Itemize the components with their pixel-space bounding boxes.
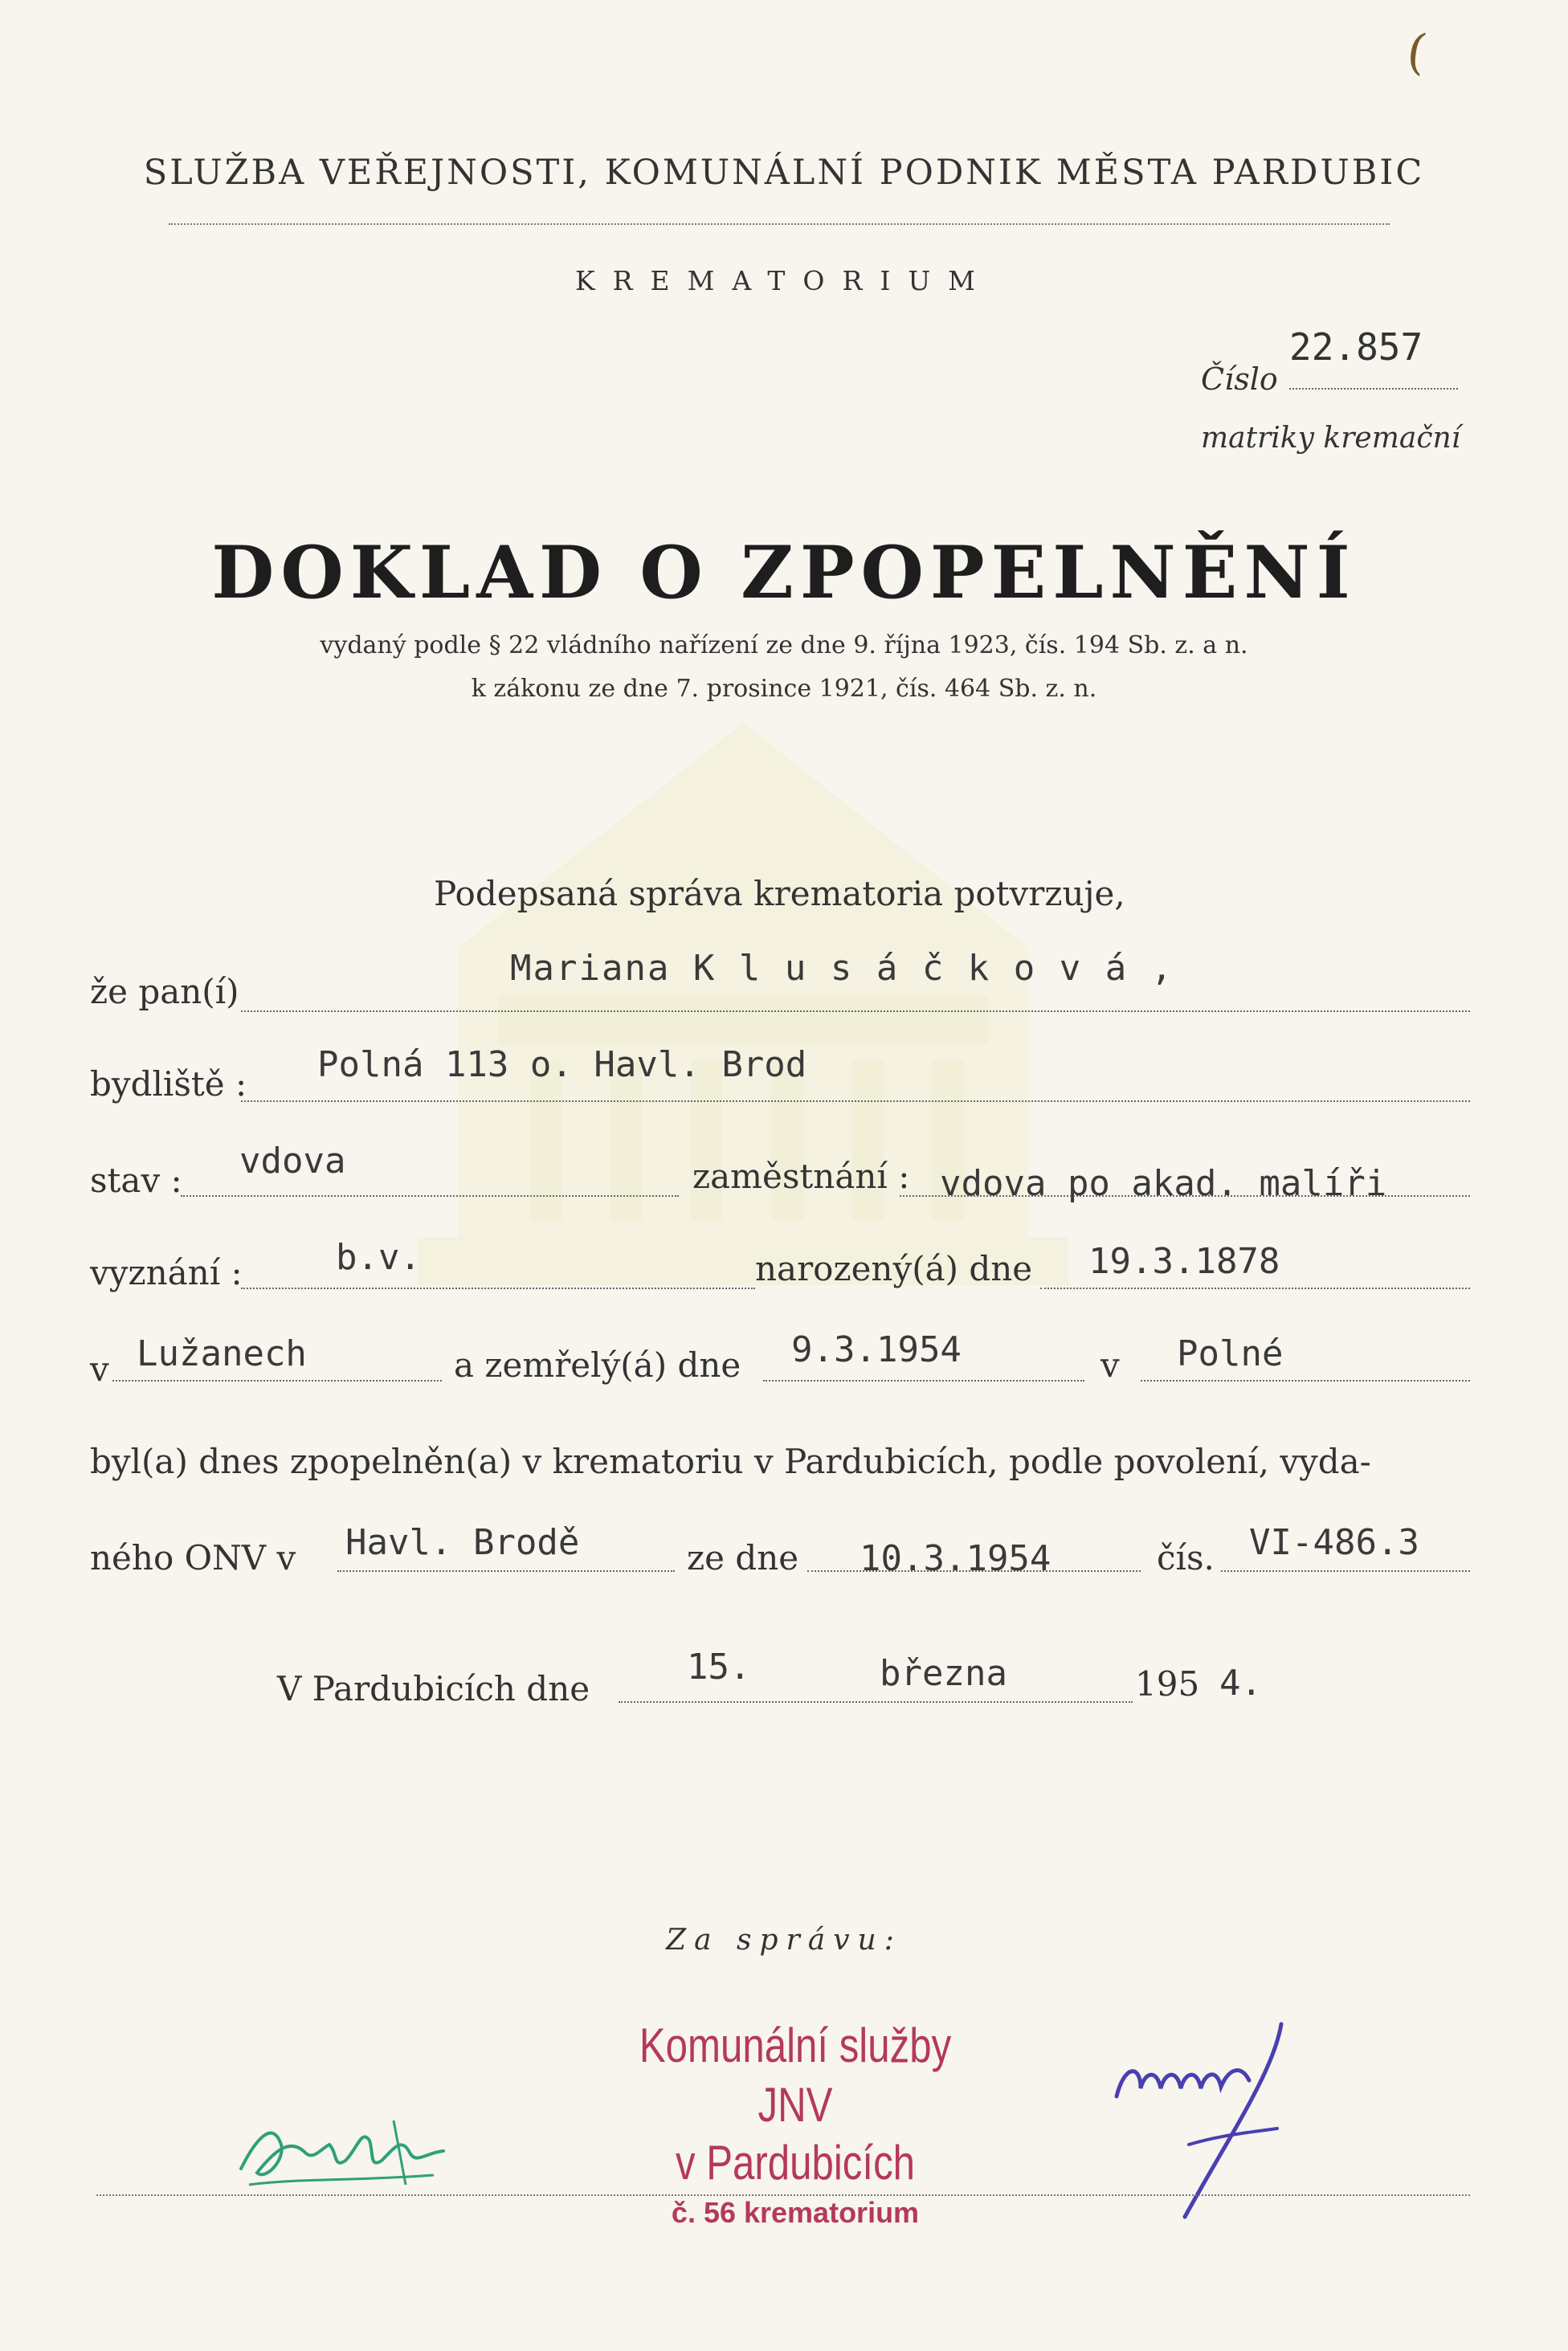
born-place-value: Lužanech [137,1333,307,1374]
died-place-value: Polné [1177,1333,1284,1374]
intro-text: Podepsaná správa krematoria potvrzuje, [434,874,1125,913]
department-name: KREMATORIUM [575,265,993,296]
born-dotted-line [1040,1288,1470,1289]
permit-number-label: čís. [1157,1538,1215,1578]
onv-place-value: Havl. Brodě [345,1522,580,1563]
corner-mark: ( [1403,22,1431,82]
stamp-line-3: č. 56 krematorium [671,2196,920,2229]
number-dotted-line [1289,388,1458,390]
handwritten-signature-left [233,2104,458,2193]
number-label: Číslo [1201,361,1278,397]
document-title: DOKLAD O ZPOPELNĚNÍ [211,530,1357,615]
cremation-statement: byl(a) dnes zpopelněn(a) v krematoriu v Pardubicích, podle povolení, vyda- [90,1442,1371,1481]
legal-basis-line-2: k zákonu ze dne 7. prosince 1921, čís. 464 Sb. z. n. [471,675,1097,703]
born-place-prefix: v [90,1349,109,1389]
religion-label: vyznání : [90,1253,243,1292]
permit-date-value: 10.3.1954 [860,1538,1051,1579]
status-label: stav : [90,1161,182,1200]
crematorium-watermark [321,707,1165,1349]
official-stamp [554,2016,1036,2235]
died-label: a zemřelý(á) dne [454,1345,741,1385]
permit-number-value: VI-486.3 [1249,1522,1419,1563]
stamp-line-2: v Pardubicích [675,2136,916,2190]
onv-place-dotted-line [337,1570,675,1572]
permit-date-label: ze dne [687,1538,799,1578]
register-label: matriky kremační [1201,422,1461,455]
organization-name: SLUŽBA VEŘEJNOSTI, KOMUNÁLNÍ PODNIK MĚSTA PARDUBIC [143,153,1425,193]
name-label: že pan(í) [90,972,239,1011]
number-value: 22.857 [1289,325,1423,369]
onv-prefix: ného ONV v [90,1538,296,1578]
permit-date-dotted-line [807,1570,1141,1572]
closing-dotted-line [619,1701,1133,1703]
legal-basis-line-1: vydaný podle § 22 vládního nařízení ze dne 9. října 1923, čís. 194 Sb. z. a n. [320,631,1248,659]
born-value: 19.3.1878 [1088,1241,1280,1282]
died-value: 9.3.1954 [791,1329,962,1370]
handwritten-signature-right [1109,1992,1309,2233]
header-divider [169,223,1390,225]
died-place-dotted-line [1141,1380,1470,1382]
closing-year-typed: 4. [1219,1663,1262,1704]
residence-value: Polná 113 o. Havl. Brod [317,1044,807,1085]
closing-month: března [880,1653,1007,1694]
born-place-dotted-line [112,1380,442,1382]
residence-label: bydliště : [90,1064,247,1104]
closing-prefix: V Pardubicích dne [277,1669,590,1708]
stamp-line-1: Komunální služby JNV [639,2018,952,2132]
permit-number-dotted-line [1221,1570,1470,1572]
religion-dotted-line [241,1288,755,1289]
name-value: Mariana K l u s á č k o v á , [510,948,1174,989]
occupation-value: vdova po akad. malíři [940,1163,1387,1204]
born-label: narozený(á) dne [755,1249,1033,1288]
closing-day: 15. [687,1647,751,1688]
status-dotted-line [181,1195,679,1197]
name-dotted-line [241,1010,1470,1012]
occupation-label: zaměstnání : [692,1157,910,1196]
closing-year-printed: 195 [1135,1664,1200,1704]
died-dotted-line [763,1380,1084,1382]
residence-dotted-line [241,1100,1470,1102]
religion-value: b.v. [336,1237,421,1278]
occupation-dotted-line [900,1195,1470,1197]
signature-label: Za správu: [666,1924,902,1957]
died-place-prefix: v [1100,1345,1120,1385]
signature-dotted-line [96,2194,1470,2196]
status-value: vdova [239,1141,346,1182]
